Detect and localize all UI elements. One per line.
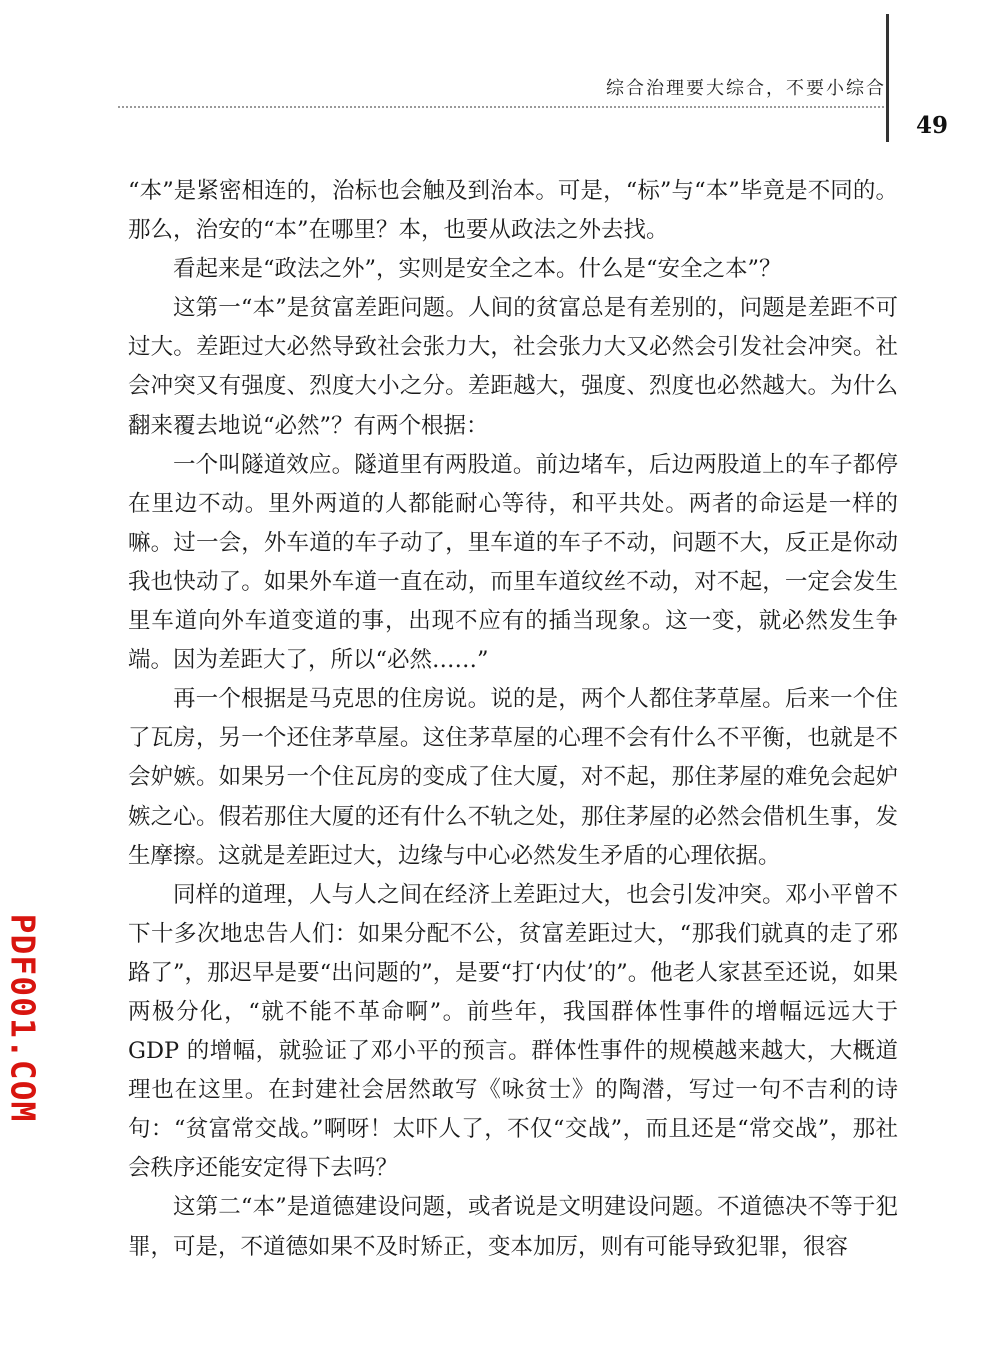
body-text <box>128 172 898 1267</box>
watermark <box>3 913 43 1123</box>
margin-vertical-rule <box>886 14 889 142</box>
running-header-title: 综合治理要大综合，不要小综合 <box>606 78 886 99</box>
paragraph: 看起来是“政法之外”，实则是安全之本。什么是“安全之本”？ <box>173 256 782 283</box>
watermark-text: PDF001.COM <box>3 913 43 1123</box>
paragraph: 这第一“本”是贫富差距问题。人间的贫富总是有差别的，问题是差距不可过大。差距过大必然导致社会张力大，社会张力大又必然会引发社会冲突。社会冲突又有强度、烈度大小之分。差距越大，强度、烈度也必然越大。为什么翻来覆去地说“必然”？有两个根据： <box>128 295 898 439</box>
paragraph: 一个叫隧道效应。隧道里有两股道。前边堵车，后边两股道上的车子都停在里边不动。里外两道的人都能耐心等待，和平共处。两者的命运是一样的嘛。过一会，外车道的车子动了，里车道的车子不动，问题不大，反正是你动我也快动了。如果外车道一直在动，而里车道纹丝不动，对不起，一定会发生里车道向外车道变道的事，出现不应有的插当现象。这一变，就必然发生争端。因为差距大了，所以“必然……” <box>128 451 898 674</box>
paragraph: 这第二“本”是道德建设问题，或者说是文明建设问题。不道德决不等于犯罪，可是，不道德如果不及时矫正，变本加厉，则有可能导致犯罪，很容 <box>128 1194 898 1260</box>
paragraph: 同样的道理，人与人之间在经济上差距过大，也会引发冲突。邓小平曾不下十多次地忠告人们：如果分配不公，贫富差距过大，“那我们就真的走了邪路了”，那迟早是要“出问题的”，是要“打‘内仗’的”。他老人家甚至还说，如果两极分化，“就不能不革命啊”。前些年，我国群体性事件的增幅远远大于 GDP 的增幅，就验证了邓小平的预言。群体性事件的规模越来越大，大概道理也在这里。在封建社会居然敢写《咏贫士》的陶潜，写过一句不吉利的诗句：“贫富常交战。”啊呀！太吓人了，不仅“交战”，而且还是“常交战”，那社会秩序还能安定得下去吗？ <box>128 881 898 1182</box>
header-dotted-rule <box>118 106 888 108</box>
paragraph: 再一个根据是马克思的住房说。说的是，两个人都住茅草屋。后来一个住了瓦房，另一个还住茅草屋。这住茅草屋的心理不会有什么不平衡，也就是不会妒嫉。如果另一个住瓦房的变成了住大厦，对不起，那住茅屋的难免会起妒嫉之心。假若那住大厦的还有什么不轨之处，那住茅屋的必然会借机生事，发生摩擦。这就是差距过大，边缘与中心必然发生矛盾的心理依据。 <box>128 686 898 869</box>
paragraph: “本”是紧密相连的，治标也会触及到治本。可是，“标”与“本”毕竟是不同的。那么，治安的“本”在哪里？本，也要从政法之外去找。 <box>128 178 898 244</box>
page-number: 49 <box>916 112 949 139</box>
